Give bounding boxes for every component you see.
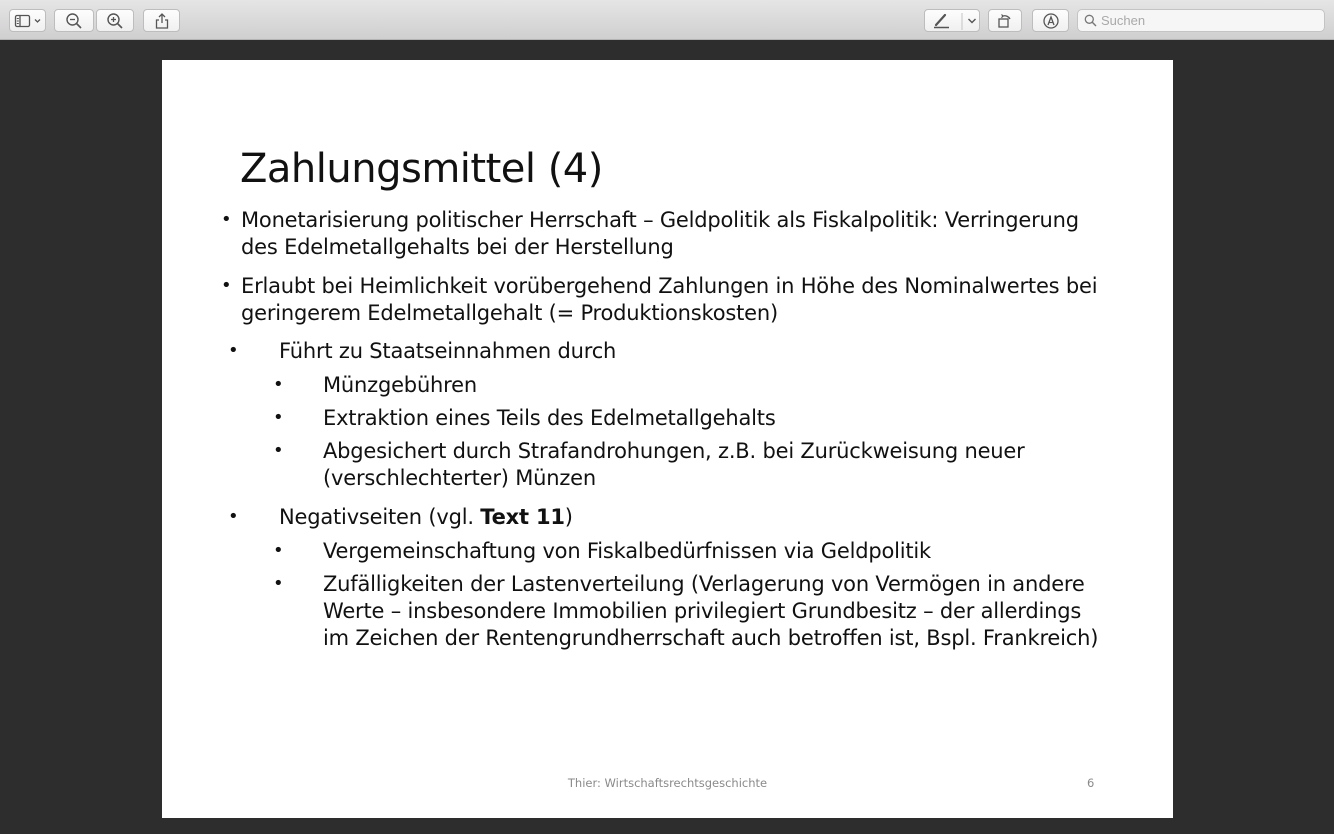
markup-icon xyxy=(1042,12,1060,30)
bullet-marker: • xyxy=(221,209,232,230)
sub-bullet-text xyxy=(323,571,1098,652)
bullet-text-3: Führt zu Staatseinnahmen durch xyxy=(279,339,617,363)
bullet-line: des Edelmetallgehalts bei der Herstellung xyxy=(241,235,674,259)
bullet-text-part: ) xyxy=(564,505,573,529)
zoom-out-button[interactable] xyxy=(54,9,94,32)
sidebar-toggle-button[interactable] xyxy=(9,9,46,32)
bullet-text-4 xyxy=(279,504,573,531)
bullet-line: Werte – insbesondere Immobilien privilegiert Grundbesitz – der allerdings xyxy=(323,599,1082,623)
highlight-button[interactable] xyxy=(924,9,980,32)
bullet-line: Zufälligkeiten der Lastenverteilung (Verlagerung von Vermögen in andere xyxy=(323,572,1085,596)
sub-bullet-marker: • xyxy=(273,374,284,395)
bullet-marker: • xyxy=(221,275,232,296)
share-button[interactable] xyxy=(143,9,180,32)
bullet-text-bold: Text 11 xyxy=(480,505,565,529)
chevron-down-icon[interactable] xyxy=(966,16,978,26)
search-input[interactable] xyxy=(1101,13,1301,28)
bullet-line: Monetarisierung politischer Herrschaft – Geldpolitik als Fiskalpolitik: Verringerung xyxy=(241,208,1079,232)
bullet-line: Erlaubt bei Heimlichkeit vorübergehend Zahlungen in Höhe des Nominalwertes bei xyxy=(241,274,1098,298)
bullet-text-part: Negativseiten (vgl. xyxy=(279,505,481,529)
markup-button[interactable] xyxy=(1032,9,1069,32)
sub-bullet-text: Extraktion eines Teils des Edelmetallgehalts xyxy=(323,406,776,430)
bullet-text-1 xyxy=(241,207,1079,261)
sub-bullet-marker: • xyxy=(273,540,284,561)
bullet-line: im Zeichen der Rentengrundherrschaft auch betroffen ist, Bspl. Frankreich) xyxy=(323,626,1099,650)
bullet-text-2 xyxy=(241,273,1097,327)
bullet-marker: • xyxy=(228,340,239,361)
sidebar-icon xyxy=(14,14,42,28)
rotate-icon xyxy=(996,12,1014,30)
zoom-out-icon xyxy=(65,12,83,30)
zoom-in-icon xyxy=(106,12,124,30)
bullet-line: geringerem Edelmetallgehalt (= Produktionskosten) xyxy=(241,301,778,325)
search-icon xyxy=(1084,14,1097,27)
sub-bullet-text xyxy=(323,438,1025,492)
sub-bullet-marker: • xyxy=(273,407,284,428)
slide-footer: Thier: Wirtschaftsrechtsgeschichte xyxy=(567,776,768,790)
highlight-pen-icon xyxy=(929,12,963,30)
search-field[interactable] xyxy=(1077,9,1325,32)
bullet-marker: • xyxy=(228,506,239,527)
sub-bullet-marker: • xyxy=(273,573,284,594)
rotate-button[interactable] xyxy=(988,9,1022,32)
toolbar xyxy=(0,0,1334,40)
bullet-line: (verschlechterter) Münzen xyxy=(323,466,597,490)
sub-bullet-text: Vergemeinschaftung von Fiskalbedürfnissen via Geldpolitik xyxy=(323,539,932,563)
sub-bullet-marker: • xyxy=(273,440,284,461)
slide-title: Zahlungsmittel (4) xyxy=(240,146,603,192)
bullet-line: Abgesichert durch Strafandrohungen, z.B. bei Zurückweisung neuer xyxy=(323,439,1025,463)
document-page xyxy=(162,60,1173,818)
share-icon xyxy=(154,12,170,30)
zoom-in-button[interactable] xyxy=(96,9,134,32)
sub-bullet-text: Münzgebühren xyxy=(323,373,477,397)
page-number: 6 xyxy=(1087,776,1095,790)
